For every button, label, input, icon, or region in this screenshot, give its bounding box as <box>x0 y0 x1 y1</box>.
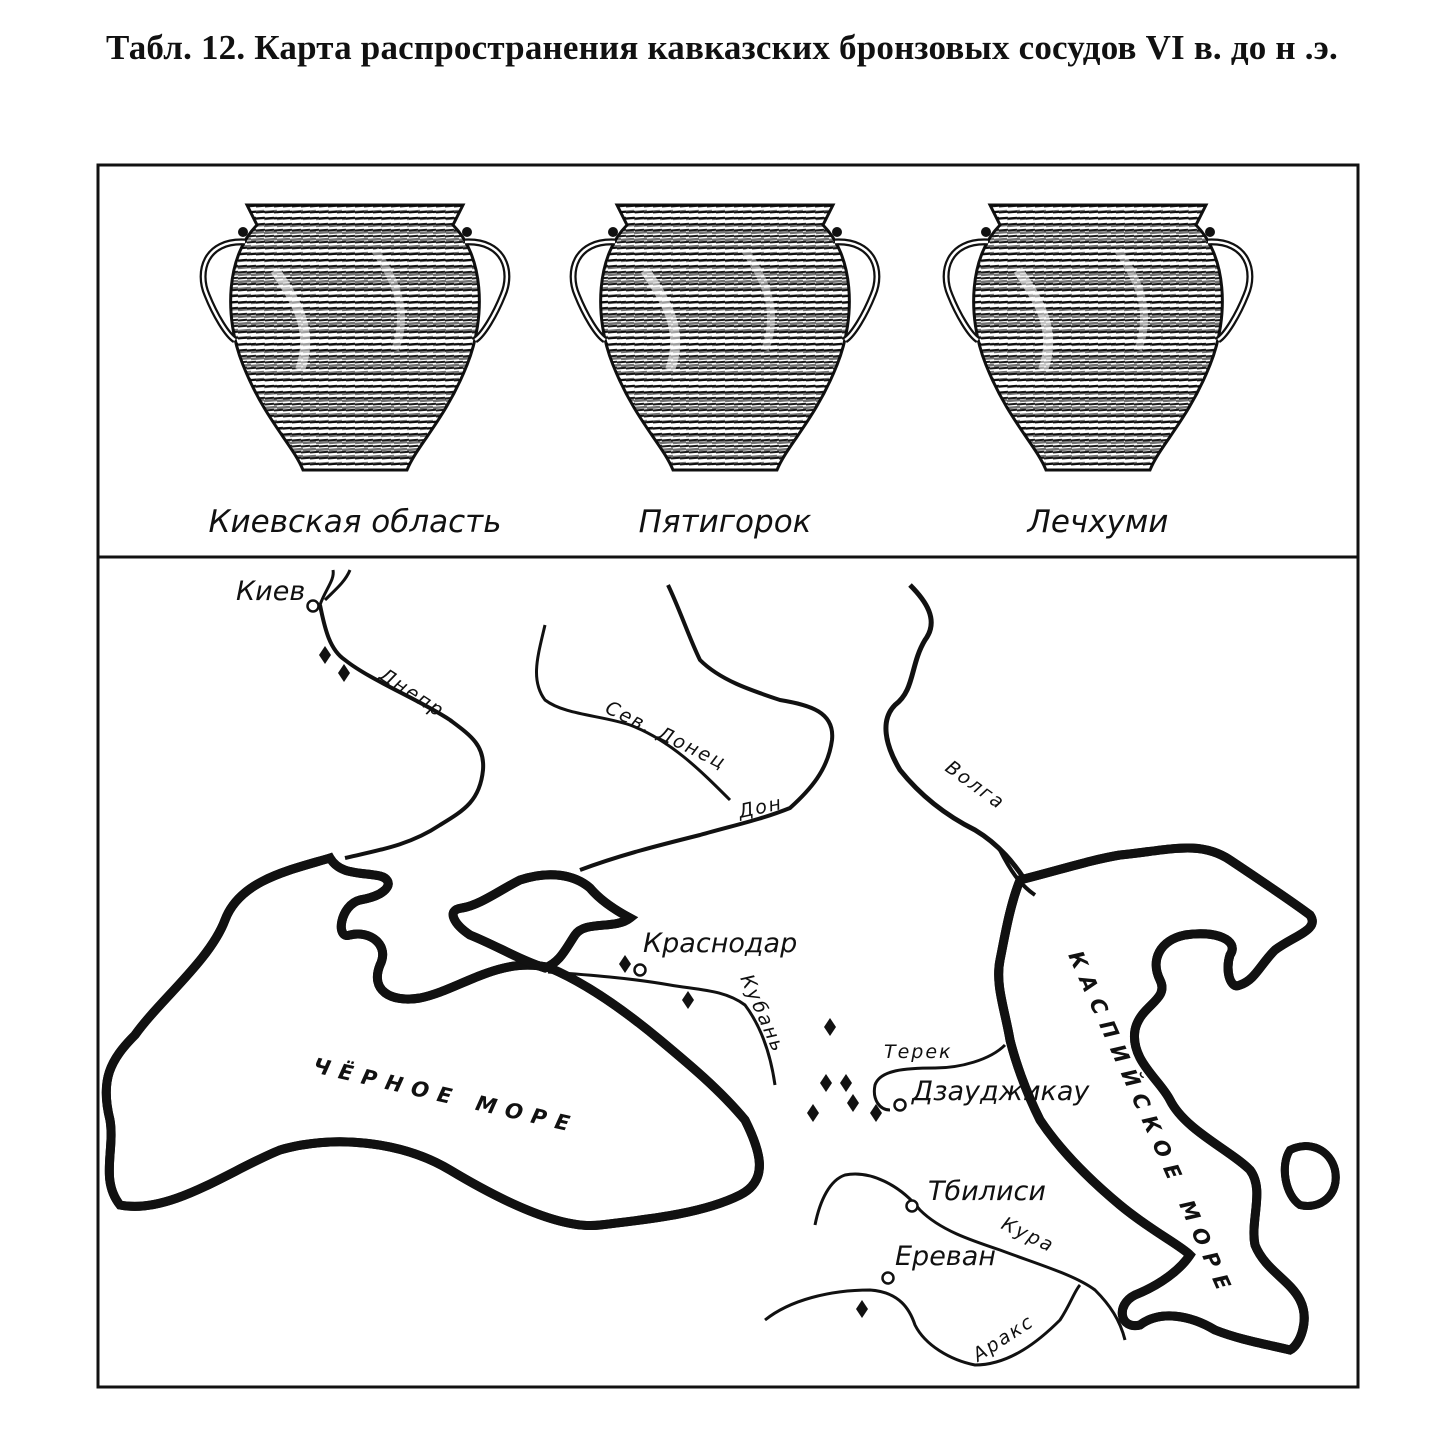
find-marker <box>338 664 350 682</box>
kiev-marker <box>308 601 319 612</box>
find-marker <box>807 1104 819 1122</box>
dzaudzhikau-marker <box>895 1100 906 1111</box>
kara-bogaz-bay <box>1285 1146 1336 1206</box>
vessel-lechkhumi <box>946 205 1250 470</box>
find-marker <box>824 1018 836 1036</box>
erevan-marker <box>883 1273 894 1284</box>
black-sea-coast <box>106 858 759 1226</box>
city-label-erevan: Ереван <box>895 1241 996 1272</box>
find-marker <box>682 991 694 1009</box>
city-label-dzaudzhikau: Дзауджикау <box>912 1076 1090 1107</box>
vessel-kiev-region <box>203 205 507 470</box>
river-label-sev-donets: Сев. Донец <box>601 696 730 775</box>
find-marker <box>856 1300 868 1318</box>
krasnodar-marker <box>635 965 646 976</box>
find-marker <box>619 955 631 973</box>
find-marker <box>319 646 331 664</box>
vessel-pyatigorsk <box>573 205 877 470</box>
find-marker <box>840 1074 852 1092</box>
find-marker <box>847 1094 859 1112</box>
plate-title: Табл. 12. Карта распространения кавказских бронзовых сосудов VI в. до н .э. <box>106 28 1338 67</box>
river-label-dnepr: Днепр <box>375 663 449 723</box>
river-label-volga: Волга <box>941 756 1010 815</box>
azov-sea-coast <box>453 875 630 968</box>
sea-label-black: ЧЁРНОЕ МОРЕ <box>310 1053 581 1138</box>
tbilisi-marker <box>907 1201 918 1212</box>
river-label-araks: Аракс <box>968 1310 1039 1367</box>
vessel-caption-lechkhumi: Лечхуми <box>1027 504 1169 540</box>
river-label-terek: Терек <box>884 1041 953 1063</box>
find-markers <box>319 646 882 1318</box>
city-label-kiev: Киев <box>236 576 306 607</box>
find-marker <box>820 1074 832 1092</box>
map <box>106 570 1336 1367</box>
river-label-kura: Кура <box>997 1212 1059 1258</box>
rivers <box>320 570 1125 1365</box>
vessel-caption-kiev-region: Киевская область <box>208 504 502 540</box>
river-label-kuban: Кубань <box>735 971 790 1057</box>
city-label-tbilisi: Тбилиси <box>928 1176 1046 1207</box>
city-label-krasnodar: Краснодар <box>643 928 798 959</box>
river-label-don: Дон <box>736 792 785 823</box>
sea-label-caspian: КАСПИЙСКОЕ МОРЕ <box>1063 947 1239 1302</box>
vessel-caption-pyatigorsk: Пятигорок <box>638 504 812 540</box>
